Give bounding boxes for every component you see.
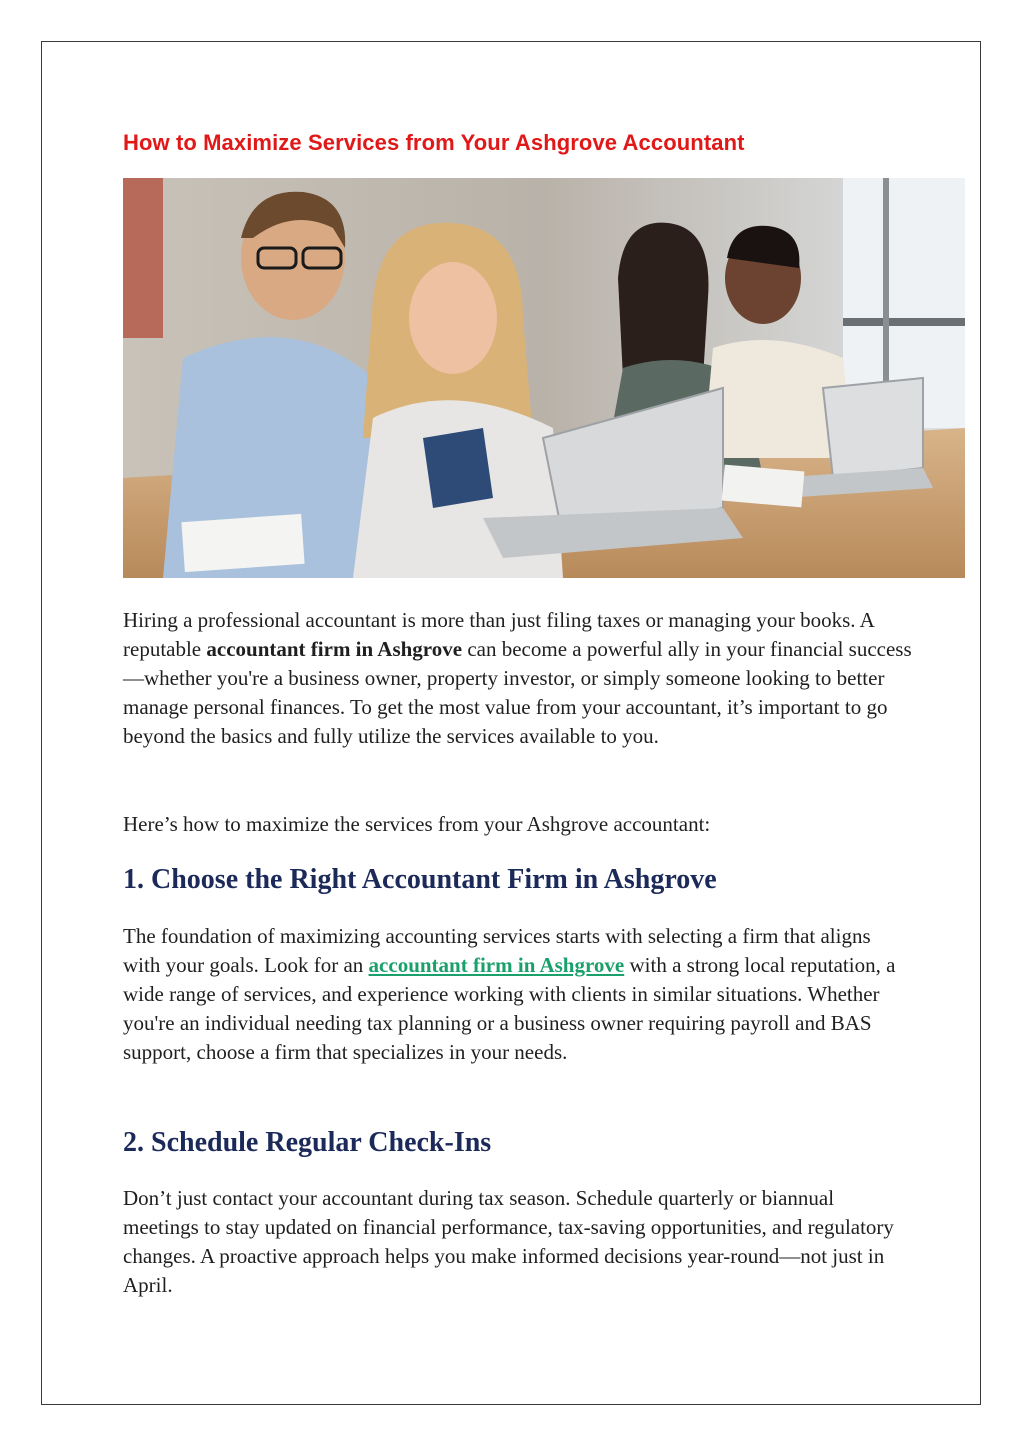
section-2-body: Don’t just contact your accountant during tax season. Schedule quarterly or biannual meetings to stay updated on financial performance, tax-saving opportunities, and regulatory changes. A proactive approach helps you make informed decisions year-round—not just in April. (123, 1186, 894, 1297)
intro-text-start: Hiring a professional accountant is more than just filing taxes or managing your books. A reputable (123, 608, 874, 661)
title-wrap (123, 128, 903, 158)
section-1-text-start: The foundation of maximizing accounting services starts with selecting a firm that aligns with your goals. Look for an (123, 924, 871, 977)
intro-paragraph (123, 606, 913, 751)
section-1-body (123, 922, 913, 1067)
hero-photo (123, 178, 965, 578)
section-2-body-wrap (123, 1184, 913, 1300)
intro-paragraph-wrap (123, 606, 913, 751)
section-2-heading: 2. Schedule Regular Check-Ins (123, 1127, 492, 1158)
accountant-firm-link[interactable]: accountant firm in Ashgrove (368, 953, 625, 977)
intro-text-end: can become a powerful ally in your financial success—whether you're a business owner, property investor, or simply someone looking to better manage personal finances. To get the most value from your accountant, it’s important to go beyond the basics and fully utilize the services available to you. (123, 637, 912, 748)
section-1-text-end: with a strong local reputation, a wide range of services, and experience working with clients in similar situations. Whether you're an individual needing tax planning or a business owner requiring payroll and BAS support, choose a firm that specializes in your needs. (123, 953, 896, 1064)
section-1 (123, 862, 913, 898)
office-team-illustration (123, 178, 965, 578)
section-1-heading: 1. Choose the Right Accountant Firm in Ashgrove (123, 864, 717, 895)
section-2 (123, 1125, 913, 1161)
intro-bold-keyword: accountant firm in Ashgrove (206, 637, 463, 661)
page-title: How to Maximize Services from Your Ashgrove Accountant (123, 130, 745, 155)
lead-wrap (123, 810, 913, 839)
section-1-body-wrap (123, 922, 913, 1067)
lead-paragraph: Here’s how to maximize the services from your Ashgrove accountant: (123, 812, 711, 836)
